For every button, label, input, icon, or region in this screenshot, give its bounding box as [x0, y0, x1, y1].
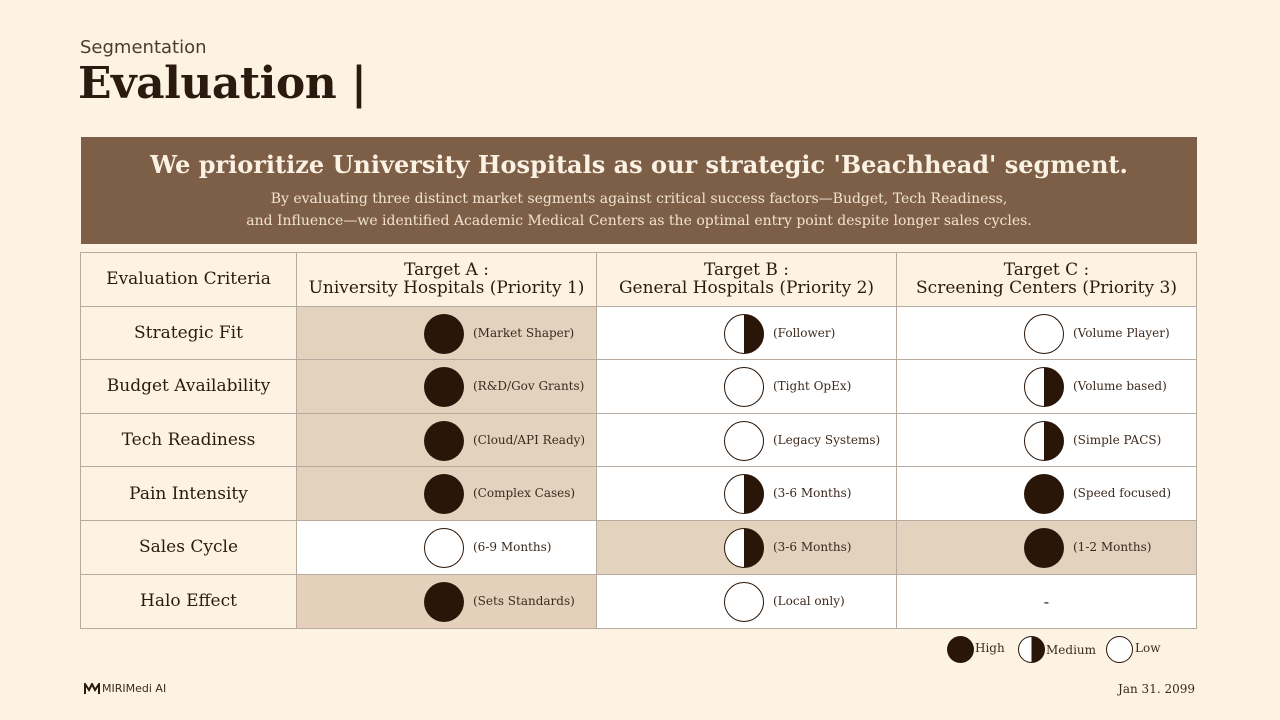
- table-header-row: [81, 253, 1197, 307]
- rating-cell: [297, 467, 597, 521]
- criteria-label: Tech Readiness: [81, 413, 297, 467]
- header-target-c-line1: Target C :: [1003, 260, 1090, 281]
- header-target-b-line1: Target B :: [703, 260, 790, 281]
- high-circle-icon: [424, 367, 464, 407]
- empty-circle-icon: [1106, 636, 1133, 663]
- rating-cell: [297, 413, 597, 467]
- rating-cell: [297, 306, 597, 360]
- rating-cell: [597, 520, 897, 574]
- rating-cell: [597, 360, 897, 414]
- rating-cell: [897, 306, 1197, 360]
- rating-cell: [597, 413, 897, 467]
- high-circle-icon: [424, 314, 464, 354]
- header-target-b-line2: General Hospitals (Priority 2): [618, 278, 875, 299]
- high-circle-icon: [424, 582, 464, 622]
- half-circle-icon: [724, 474, 764, 514]
- header-target-a-line2: University Hospitals (Priority 1): [308, 278, 585, 299]
- half-circle-icon: [724, 314, 764, 354]
- empty-circle-icon: [724, 582, 764, 622]
- banner-headline: We prioritize University Hospitals as our strategic 'Beachhead' segment.: [150, 150, 1128, 179]
- rating-note: (3-6 Months): [773, 486, 852, 501]
- banner-body: [81, 188, 1197, 232]
- rating-cell: [597, 467, 897, 521]
- table-row: [81, 574, 1197, 628]
- criteria-label: Budget Availability: [81, 360, 297, 414]
- rating-note: (Follower): [773, 325, 836, 340]
- rating-note: (Tight OpEx): [773, 379, 852, 394]
- table-row: [81, 413, 1197, 467]
- table-body: [81, 306, 1197, 628]
- empty-circle-icon: [424, 528, 464, 568]
- half-circle-icon: [724, 528, 764, 568]
- rating-cell: [297, 360, 597, 414]
- header-target-c: [897, 253, 1197, 307]
- rating-note: (Legacy Systems): [773, 432, 881, 447]
- header-criteria: Evaluation Criteria: [81, 253, 297, 307]
- rating-cell: [597, 574, 897, 628]
- summary-banner: [81, 137, 1197, 244]
- banner-body-line-1: By evaluating three distinct market segments against critical success factors—Budget, Tech Readiness,: [270, 191, 1008, 207]
- criteria-label: Sales Cycle: [81, 520, 297, 574]
- rating-cell: [897, 467, 1197, 521]
- rating-note: (Volume Player): [1073, 325, 1170, 340]
- rating-cell: [897, 413, 1197, 467]
- table-row: [81, 360, 1197, 414]
- rating-note: (Local only): [773, 593, 845, 608]
- rating-note: (Simple PACS): [1073, 432, 1162, 447]
- empty-circle-icon: [724, 421, 764, 461]
- section-label: Segmentation: [80, 37, 207, 58]
- legend-label-low: Low: [1135, 641, 1161, 655]
- rating-note: (Sets Standards): [473, 593, 575, 608]
- high-circle-icon: [424, 421, 464, 461]
- rating-note: (Speed focused): [1073, 486, 1172, 501]
- rating-note: (1-2 Months): [1073, 539, 1152, 554]
- header-target-b: [597, 253, 897, 307]
- criteria-label: Pain Intensity: [81, 467, 297, 521]
- half-circle-icon: [1024, 421, 1064, 461]
- rating-note: (3-6 Months): [773, 539, 852, 554]
- rating-cell: [897, 360, 1197, 414]
- high-circle-icon: [424, 474, 464, 514]
- legend-label-medium: Medium: [1046, 643, 1097, 657]
- criteria-label: Strategic Fit: [81, 306, 297, 360]
- rating-note: (6-9 Months): [473, 539, 552, 554]
- footer-date: Jan 31. 2099: [1118, 682, 1195, 696]
- high-circle-icon: [947, 636, 974, 663]
- page-title: Evaluation |: [78, 58, 367, 109]
- rating-note: (Complex Cases): [473, 486, 576, 501]
- high-circle-icon: [1024, 474, 1064, 514]
- brand-logo: [84, 682, 166, 695]
- brand-name: MIRIMedi AI: [102, 682, 167, 695]
- rating-cell: [297, 520, 597, 574]
- high-circle-icon: [1024, 528, 1064, 568]
- table-row: [81, 520, 1197, 574]
- header-target-c-line2: Screening Centers (Priority 3): [916, 278, 1177, 299]
- rating-note: (Volume based): [1073, 379, 1167, 394]
- half-circle-icon: [1024, 367, 1064, 407]
- table-row: [81, 306, 1197, 360]
- rating-note: (R&D/Gov Grants): [473, 379, 585, 394]
- legend-label-high: High: [975, 641, 1005, 655]
- empty-cell: -: [897, 574, 1197, 628]
- banner-body-line-2: and Influence—we identified Academic Medical Centers as the optimal entry point despite longer sales cycles.: [246, 213, 1032, 229]
- rating-cell: [297, 574, 597, 628]
- half-circle-icon: [1018, 636, 1045, 663]
- table-row: [81, 467, 1197, 521]
- mm-logo-icon: [84, 683, 100, 695]
- rating-note: (Cloud/API Ready): [473, 432, 586, 447]
- header-target-a-line1: Target A :: [404, 260, 489, 281]
- empty-circle-icon: [724, 367, 764, 407]
- rating-cell: [897, 520, 1197, 574]
- rating-cell: [597, 306, 897, 360]
- header-target-a: [297, 253, 597, 307]
- evaluation-table: [80, 252, 1197, 629]
- criteria-label: Halo Effect: [81, 574, 297, 628]
- empty-circle-icon: [1024, 314, 1064, 354]
- rating-note: (Market Shaper): [473, 325, 575, 340]
